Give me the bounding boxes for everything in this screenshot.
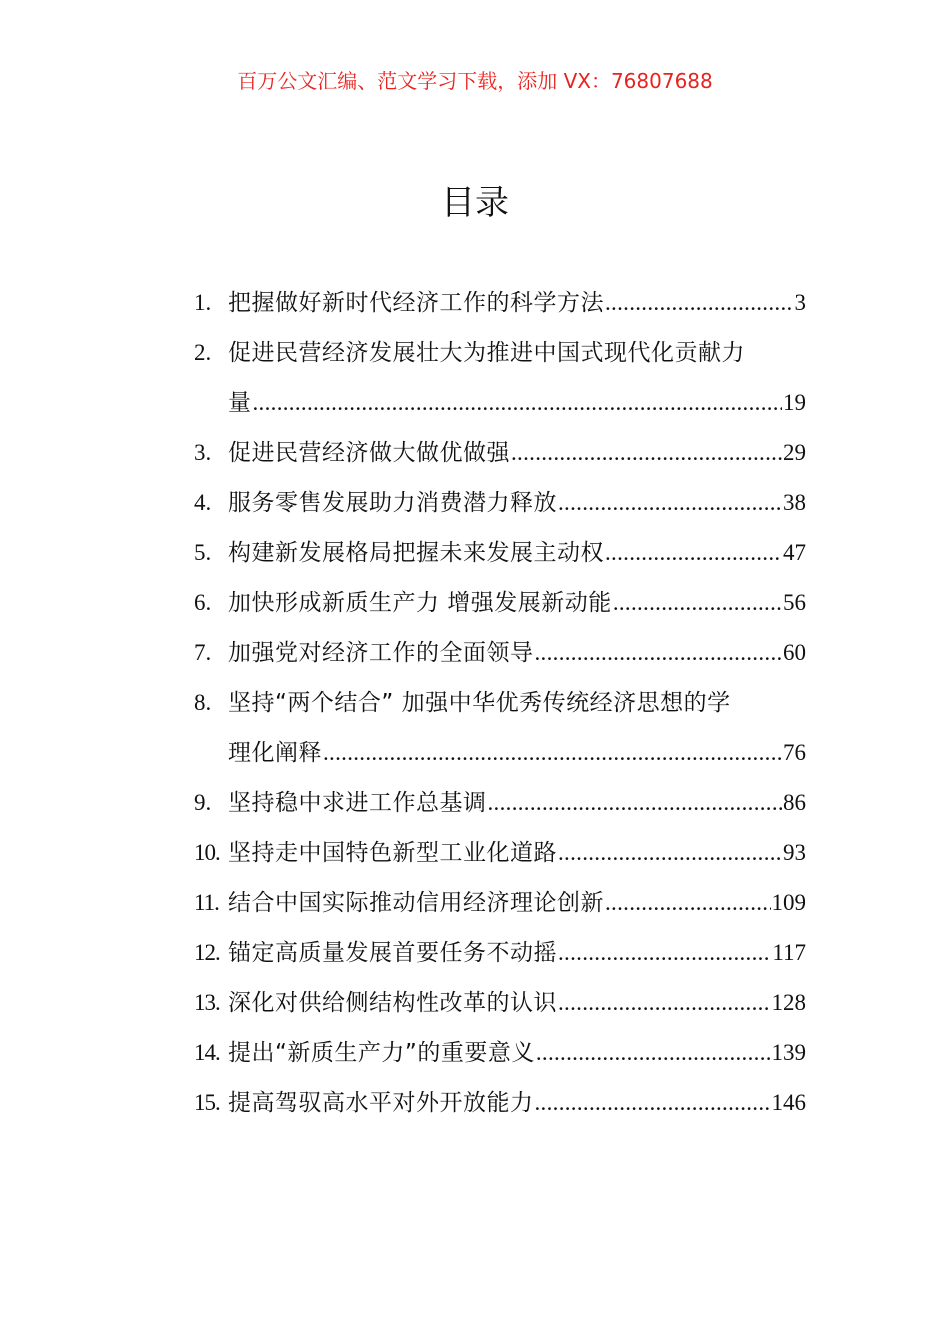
toc-page-number: 56 bbox=[783, 590, 806, 615]
toc-entry[interactable] bbox=[194, 1028, 806, 1078]
toc-dot-leader bbox=[535, 628, 783, 678]
toc-entry[interactable] bbox=[194, 528, 806, 578]
toc-entry-title: 锚定高质量发展首要任务不动摇 bbox=[228, 940, 557, 966]
toc-entry[interactable] bbox=[194, 678, 806, 778]
toc-dot-leader bbox=[511, 428, 782, 478]
toc-entry-title: 结合中国实际推动信用经济理论创新 bbox=[228, 890, 604, 916]
toc-entry-line bbox=[194, 578, 806, 628]
toc-entry-number: 9. bbox=[194, 790, 212, 815]
toc-entry-title: 坚持稳中求进工作总基调 bbox=[228, 790, 487, 816]
toc-entry[interactable] bbox=[194, 778, 806, 828]
toc-entry-title: 理化阐释 bbox=[228, 740, 322, 766]
toc-entry-title: 服务零售发展助力消费潜力释放 bbox=[228, 490, 557, 516]
toc-entry-line bbox=[194, 1078, 806, 1128]
toc-entry-line bbox=[194, 478, 806, 528]
toc-entry-number: 14. bbox=[194, 1040, 220, 1065]
toc-entry-title: 提出“新质生产力”的重要意义 bbox=[228, 1040, 535, 1066]
toc-entry-number: 3. bbox=[194, 440, 212, 465]
table-of-contents bbox=[194, 278, 806, 1128]
toc-entry[interactable] bbox=[194, 928, 806, 978]
toc-page-number: 60 bbox=[783, 640, 806, 665]
toc-entry[interactable] bbox=[194, 578, 806, 628]
toc-entry[interactable] bbox=[194, 878, 806, 928]
toc-entry[interactable] bbox=[194, 978, 806, 1028]
toc-entry-title: 促进民营经济发展壮大为推进中国式现代化贡献力 bbox=[228, 340, 745, 366]
toc-entry-line bbox=[194, 828, 806, 878]
toc-dot-leader bbox=[488, 778, 783, 828]
toc-entry-line bbox=[194, 678, 806, 728]
page-title: 目录 bbox=[441, 183, 509, 223]
toc-entry-number: 1. bbox=[194, 290, 212, 315]
toc-entry-number: 4. bbox=[194, 490, 212, 515]
toc-entry-number: 8. bbox=[194, 690, 212, 715]
toc-dot-leader bbox=[613, 578, 782, 628]
toc-entry-line bbox=[194, 278, 806, 328]
toc-dot-leader bbox=[535, 1078, 771, 1128]
toc-page-number: 109 bbox=[771, 890, 806, 915]
toc-entry-number: 15. bbox=[194, 1090, 220, 1115]
toc-entry-line bbox=[194, 628, 806, 678]
toc-page-number: 86 bbox=[783, 790, 806, 815]
toc-page-number: 29 bbox=[783, 440, 806, 465]
toc-page-number: 3 bbox=[794, 290, 806, 315]
toc-entry-line bbox=[194, 428, 806, 478]
watermark-header: 百万公文汇编、范文学习下载，添加 VX：76807688 bbox=[237, 69, 713, 93]
toc-page-number: 128 bbox=[771, 990, 806, 1015]
toc-page-number: 38 bbox=[783, 490, 806, 515]
toc-entry-title: 加强党对经济工作的全面领导 bbox=[228, 640, 534, 666]
toc-entry-title: 提高驾驭高水平对外开放能力 bbox=[228, 1090, 534, 1116]
toc-entry[interactable] bbox=[194, 628, 806, 678]
toc-dot-leader bbox=[558, 978, 771, 1028]
toc-dot-leader bbox=[558, 928, 771, 978]
toc-entry-line bbox=[194, 378, 806, 428]
toc-entry-title: 深化对供给侧结构性改革的认识 bbox=[228, 990, 557, 1016]
toc-entry-line bbox=[194, 978, 806, 1028]
toc-entry[interactable] bbox=[194, 478, 806, 528]
toc-page-number: 146 bbox=[771, 1090, 806, 1115]
toc-page-number: 117 bbox=[772, 940, 806, 965]
toc-dot-leader bbox=[605, 878, 771, 928]
toc-entry-number: 10. bbox=[194, 840, 220, 865]
toc-dot-leader bbox=[558, 828, 782, 878]
toc-dot-leader bbox=[323, 728, 782, 778]
toc-entry-number: 2. bbox=[194, 340, 212, 365]
toc-entry-title: 坚持走中国特色新型工业化道路 bbox=[228, 840, 557, 866]
toc-entry-line bbox=[194, 328, 806, 378]
toc-dot-leader bbox=[605, 528, 782, 578]
toc-entry-title: 把握做好新时代经济工作的科学方法 bbox=[228, 290, 604, 316]
toc-entry-title: 加快形成新质生产力 增强发展新动能 bbox=[228, 590, 612, 616]
toc-dot-leader bbox=[536, 1028, 771, 1078]
toc-dot-leader bbox=[605, 278, 794, 328]
toc-entry[interactable] bbox=[194, 278, 806, 328]
toc-page-number: 47 bbox=[783, 540, 806, 565]
toc-entry-line bbox=[194, 778, 806, 828]
toc-entry-line bbox=[194, 928, 806, 978]
toc-entry-line bbox=[194, 528, 806, 578]
toc-entry[interactable] bbox=[194, 328, 806, 428]
toc-entry[interactable] bbox=[194, 828, 806, 878]
toc-entry-title: 坚持“两个结合” 加强中华优秀传统经济思想的学 bbox=[228, 690, 731, 716]
toc-entry-number: 11. bbox=[194, 890, 219, 915]
toc-entry-number: 6. bbox=[194, 590, 212, 615]
toc-dot-leader bbox=[558, 478, 782, 528]
toc-entry-number: 5. bbox=[194, 540, 212, 565]
toc-page-number: 139 bbox=[771, 1040, 806, 1065]
toc-entry-line bbox=[194, 728, 806, 778]
toc-page-number: 19 bbox=[783, 390, 806, 415]
toc-entry-number: 12. bbox=[194, 940, 220, 965]
toc-entry-title: 量 bbox=[228, 390, 252, 416]
toc-entry[interactable] bbox=[194, 428, 806, 478]
toc-entry-title: 构建新发展格局把握未来发展主动权 bbox=[228, 540, 604, 566]
toc-entry-line bbox=[194, 1028, 806, 1078]
toc-entry-number: 7. bbox=[194, 640, 212, 665]
toc-entry-title: 促进民营经济做大做优做强 bbox=[228, 440, 510, 466]
toc-dot-leader bbox=[253, 378, 783, 428]
toc-page-number: 93 bbox=[783, 840, 806, 865]
toc-page-number: 76 bbox=[783, 740, 806, 765]
toc-entry-line bbox=[194, 878, 806, 928]
toc-entry[interactable] bbox=[194, 1078, 806, 1128]
toc-entry-number: 13. bbox=[194, 990, 220, 1015]
